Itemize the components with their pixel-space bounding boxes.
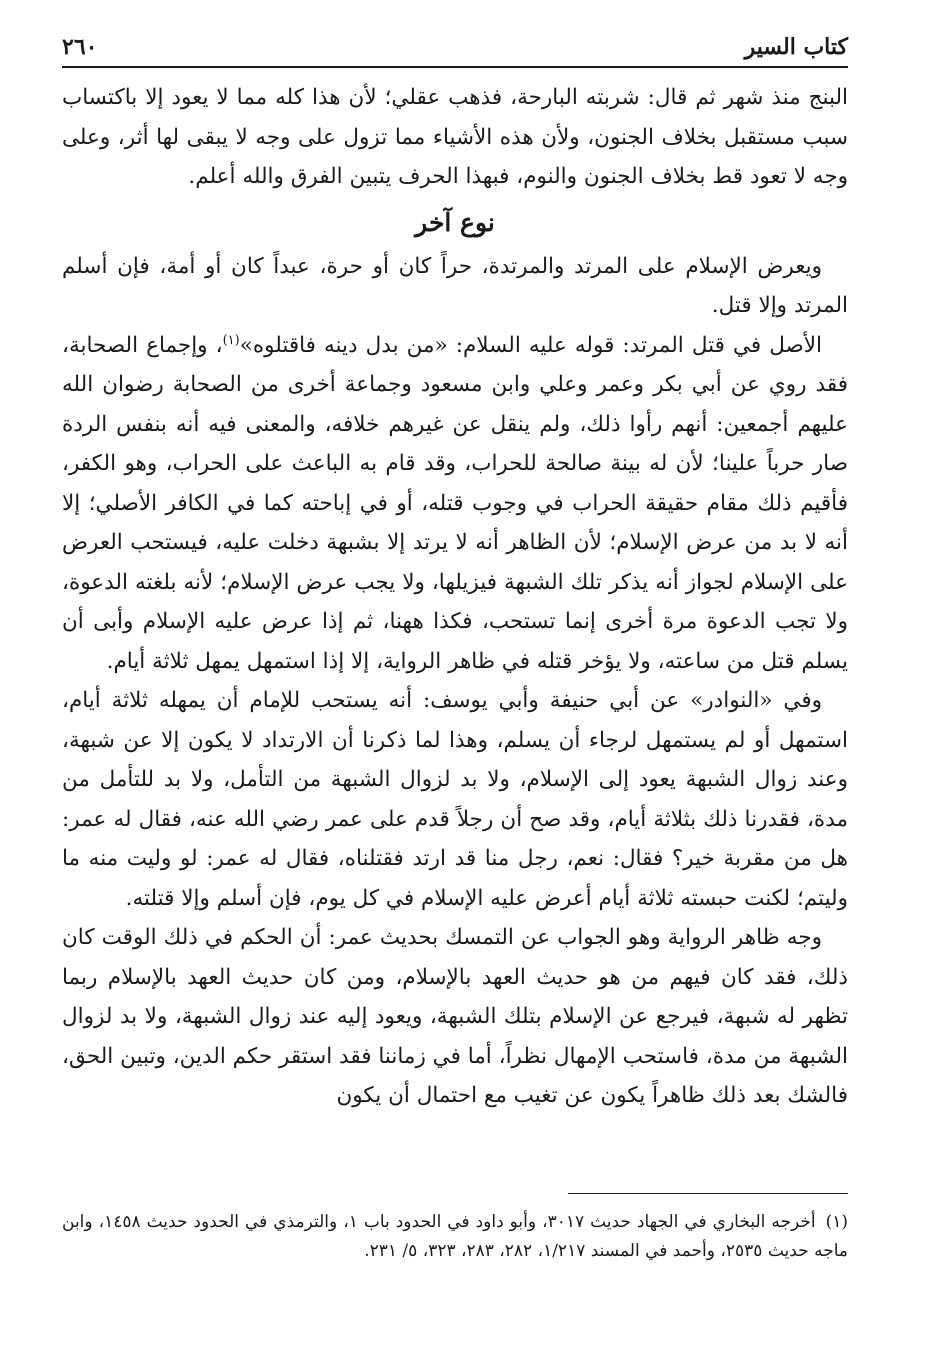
section-heading: نوع آخر — [415, 207, 495, 237]
header-rule — [62, 66, 848, 68]
paragraph-2-text-a: الأصل في قتل المرتد: قوله عليه السلام: «من بدل دينه فاقتلوه» — [239, 332, 822, 358]
footnote-ref[interactable]: (١) — [222, 332, 240, 348]
footnote-rule — [568, 1193, 848, 1194]
footnote-number: (١) — [825, 1212, 848, 1232]
paragraph-2 — [62, 326, 848, 682]
paragraph-1: ويعرض الإسلام على المرتد والمرتدة، حراً كان أو حرة، عبداً كان أو أمة، فإن أسلم المرتد وإلا قتل. — [62, 253, 848, 318]
book-page — [62, 30, 848, 1261]
footnote-text: أخرجه البخاري في الجهاد حديث ٣٠١٧، وأبو داود في الحدود باب ١، والترمذي في الحدود حديث ١٤٥٨، وابن ماجه حديث ٢٥٣٥، وأحمد في المسند ١/٢١٧، ٢٨٢، ٢٨٣، ٣٢٣، ٥/ ٢٣١. — [62, 1212, 848, 1261]
paragraph-3: وفي «النوادر» عن أبي حنيفة وأبي يوسف: أنه يستحب للإمام أن يمهله ثلاثة أيام، استمهل أو لم يستمهل لرجاء أن يسلم، وهذا لما ذكرنا أن الارتداد لا يكون إلا عن شبهة، وعند زوال الشبهة يعود إلى الإسلام، ولا بد لزوال الشبهة من التأمل، ولا بد للتأمل من مدة، فقدرنا ذلك بثلاثة أيام، وقد صح أن رجلاً قدم على عمر رضي الله عنه، فقال له عمر: هل من مقربة خير؟ فقال: نعم، رجل منا قد ارتد فقتلناه، فقال له عمر: لو وليت منه ما وليتم؛ لكنت حبسته ثلاثة أيام أعرض عليه الإسلام في كل يوم، فإن أسلم وإلا قتلته. — [62, 688, 848, 911]
running-title: كتاب السير — [744, 34, 848, 60]
page-number: ٢٦٠ — [62, 34, 98, 60]
page-header — [62, 30, 848, 60]
paragraph-4: وجه ظاهر الرواية وهو الجواب عن التمسك بحديث عمر: أن الحكم في ذلك الوقت كان ذلك، فقد كان فيهم من هو حديث العهد بالإسلام، ومن كان حديث العهد بالإسلام ربما تظهر له شبهة، فيرجع عن الإسلام بتلك الشبهة، ويعود إليه عند زوال الشبهة، ولا بد لزوال الشبهة من مدة، فاستحب الإمهال نظراً، أما في زماننا فقد استقر حكم الدين، وتبين الحق، فالشك بعد ذلك ظاهراً يكون عن تغيب مع احتمال أن يكون — [62, 925, 848, 1108]
footnote — [62, 1208, 848, 1266]
paragraph-2-text-b: ، وإجماع الصحابة، فقد روي عن أبي بكر وعمر وعلي وابن مسعود وجماعة أخرى من الصحابة رضوان الله عليهم أجمعين: أنهم رأوا ذلك، ولم ينقل عن غيرهم خلافه، والمعنى فيه أنه بنفس الردة صار حرباً علينا؛ لأن له بينة صالحة للحراب، وقد قام به الباعث على الحراب، وهو الكفر، فأقيم ذلك مقام حقيقة الحراب في وجوب قتله، أو في إباحته كما في الكافر الأصلي؛ إلا أنه لا بد من عرض الإسلام؛ لأن الظاهر أنه لا يرتد إلا بشبهة دخلت عليه، فيستحب العرض على الإسلام لجواز أنه يذكر تلك الشبهة فيزيلها، ولا يجب عرض الإسلام؛ لأنه بلغته الدعوة، ولا تجب الدعوة مرة أخرى إنما تستحب، فكذا ههنا، ثم إذا عرض عليه الإسلام وأبى أن يسلم قتل من ساعته، ولا يؤخر قتله في ظاهر الرواية، إلا إذا استمهل يمهل ثلاثة أيام. — [62, 332, 848, 674]
intro-paragraph: البنج منذ شهر ثم قال: شربته البارحة، فذهب عقلي؛ لأن هذا كله مما لا يعود إلا باكتساب سبب مستقبل بخلاف الجنون، ولأن هذه الأشياء مما تزول على وجه لا يبقى لها أثر، وعلى وجه لا تعود قط بخلاف الجنون والنوم، فبهذا الحرف يتبين الفرق والله أعلم. — [62, 85, 848, 189]
